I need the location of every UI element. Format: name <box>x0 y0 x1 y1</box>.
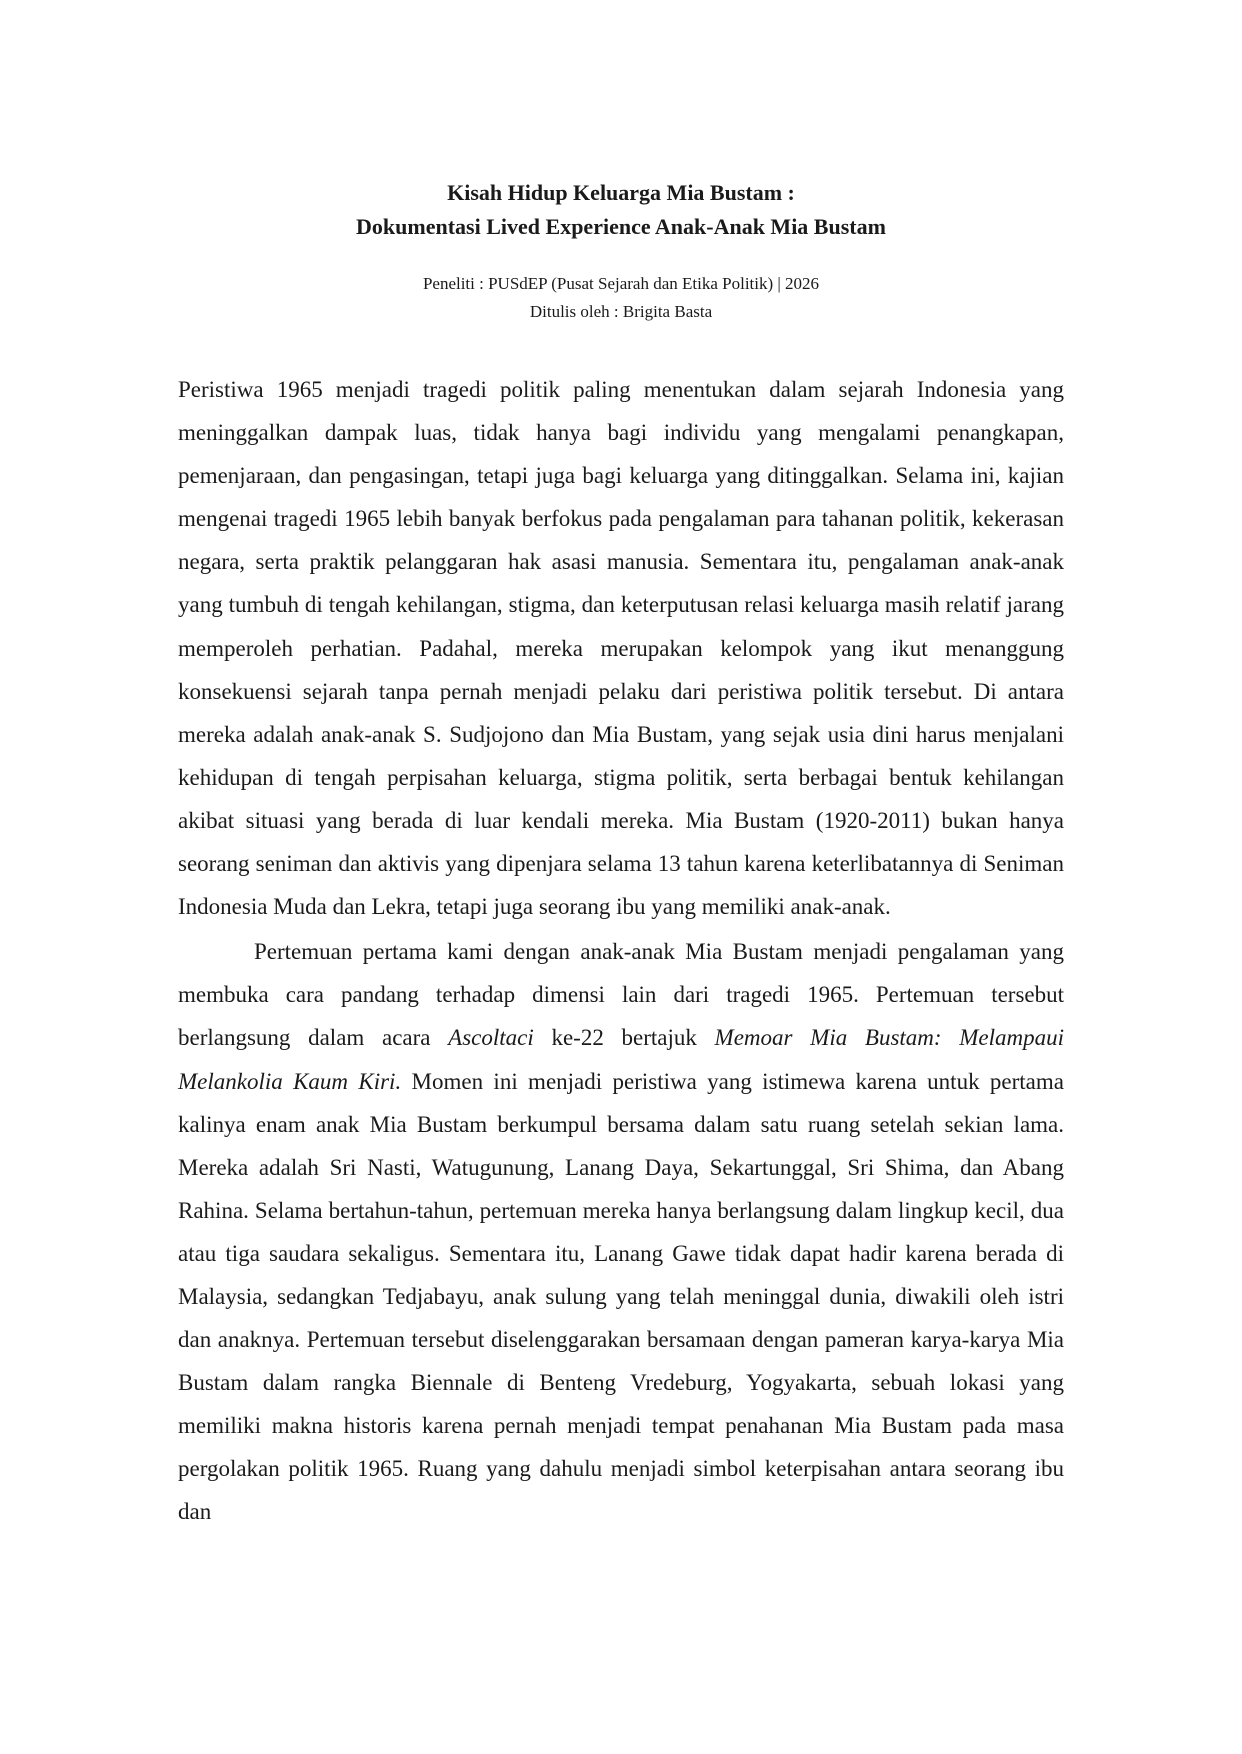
document-body <box>178 368 1064 1534</box>
title-block <box>0 176 1242 244</box>
researcher-line: Peneliti : PUSdEP (Pusat Sejarah dan Etika Politik) | 2026 <box>422 274 820 293</box>
author-line: Ditulis oleh : Brigita Basta <box>529 302 713 321</box>
document-title-line-1: Kisah Hidup Keluarga Mia Bustam : <box>447 180 795 205</box>
document-title-line-2: Dokumentasi Lived Experience Anak-Anak Mia Bustam <box>356 214 886 239</box>
event-title: Memoar Mia Bustam: Melampaui Melankolia Kaum Kiri. <box>178 1025 1064 1094</box>
event-name: Ascoltaci <box>448 1025 534 1051</box>
paragraph-2-part-1: Pertemuan pertama kami dengan anak-anak Mia Bustam menjadi pengalaman yang membuka cara pandang terhadap dimensi lain dari tragedi 1965. Pertemuan tersebut berlangsung dalam acara <box>178 939 1064 1051</box>
paragraph-2-part-3: Momen ini menjadi peristiwa yang istimewa karena untuk pertama kalinya enam anak Mia Bustam berkumpul bersama dalam satu ruang setelah sekian lama. Mereka adalah Sri Nasti, Watugunung, Lanang Daya, Sekartunggal, Sri Shima, dan Abang Rahina. Selama bertahun-tahun, pertemuan mereka hanya berlangsung dalam lingkup kecil, dua atau tiga saudara sekaligus. Sementara itu, Lanang Gawe tidak dapat hadir karena berada di Malaysia, sedangkan Tedjabayu, anak sulung yang telah meninggal dunia, diwakili oleh istri dan anaknya. Pertemuan tersebut diselenggarakan bersamaan dengan pameran karya-karya Mia Bustam dalam rangka Biennale di Benteng Vredeburg, Yogyakarta, sebuah lokasi yang memiliki makna historis karena pernah menjadi tempat penahanan Mia Bustam pada masa pergolakan politik 1965. Ruang yang dahulu menjadi simbol keterpisahan antara seorang ibu dan <box>178 1068 1064 1525</box>
paragraph-1: Peristiwa 1965 menjadi tragedi politik paling menentukan dalam sejarah Indonesia yang meninggalkan dampak luas, tidak hanya bagi individu yang mengalami penangkapan, pemenjaraan, dan pengasingan, tetapi juga bagi keluarga yang ditinggalkan. Selama ini, kajian mengenai tragedi 1965 lebih banyak berfokus pada pengalaman para tahanan politik, kekerasan negara, serta praktik pelanggaran hak asasi manusia. Sementara itu, pengalaman anak-anak yang tumbuh di tengah kehilangan, stigma, dan keterputusan relasi keluarga masih relatif jarang memperoleh perhatian. Padahal, mereka merupakan kelompok yang ikut menanggung konsekuensi sejarah tanpa pernah menjadi pelaku dari peristiwa politik tersebut. Di antara mereka adalah anak-anak S. Sudjojono dan Mia Bustam, yang sejak usia dini harus menjalani kehidupan di tengah perpisahan keluarga, stigma politik, serta berbagai bentuk kehilangan akibat situasi yang berada di luar kendali mereka. Mia Bustam (1920-2011) bukan hanya seorang seniman dan aktivis yang dipenjara selama 13 tahun karena keterlibatannya di Seniman Indonesia Muda dan Lekra, tetapi juga seorang ibu yang memiliki anak-anak. <box>178 377 1064 920</box>
meta-block <box>0 270 1242 326</box>
paragraph-2 <box>178 930 1064 1533</box>
paragraph-2-part-2: ke-22 bertajuk <box>533 1025 715 1051</box>
